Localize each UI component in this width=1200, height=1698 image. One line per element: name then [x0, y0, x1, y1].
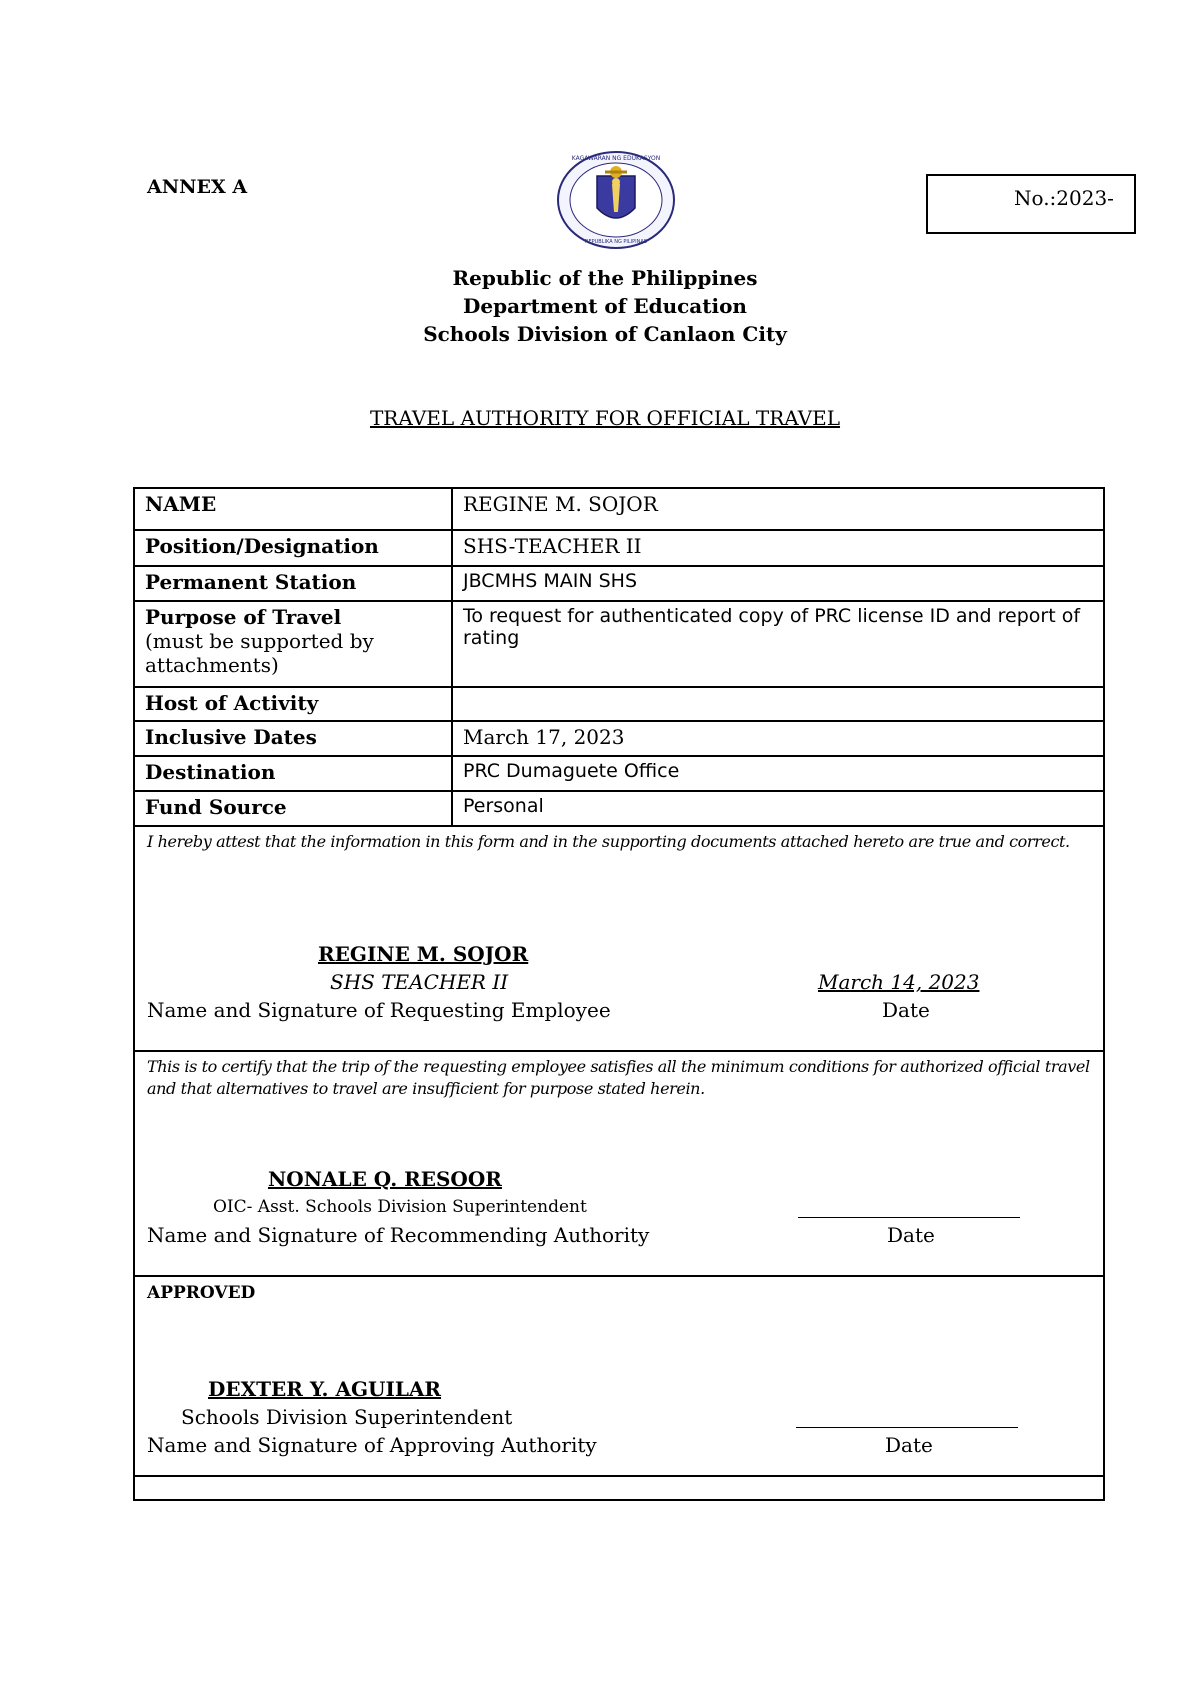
control-number-box: [926, 174, 1136, 234]
position-value: SHS-TEACHER II: [452, 530, 1104, 566]
certification-text: This is to certify that the trip of the requesting employee satisfies all the minimum conditions for authorized official travel and that alternatives to travel are insufficient for purpose stated herein.: [147, 1057, 1090, 1098]
travel-form-table: [133, 487, 1105, 1501]
approving-authority-position: Schools Division Superintendent: [181, 1405, 513, 1429]
position-label: Position/Designation: [134, 530, 452, 566]
name-value: REGINE M. SOJOR: [452, 488, 1104, 530]
seal-bottom-text: REPUBLIKA NG PILIPINAS: [585, 239, 647, 245]
recommending-date-line: [798, 1217, 1020, 1218]
header-line-2: Department of Education: [463, 294, 747, 318]
header-line-1: Republic of the Philippines: [452, 266, 758, 290]
dates-value: March 17, 2023: [452, 721, 1104, 756]
attestation-text: I hereby attest that the information in this form and in the supporting documents attached hereto are true and correct.: [147, 832, 1070, 851]
annex-label: ANNEX A: [147, 176, 248, 198]
agency-header: [0, 264, 1200, 348]
approving-date-line: [796, 1427, 1018, 1428]
name-label: NAME: [134, 488, 452, 530]
destination-label: Destination: [134, 756, 452, 791]
requesting-employee-caption: Name and Signature of Requesting Employee: [147, 998, 611, 1022]
control-number: No.:2023-: [1014, 186, 1114, 210]
certification-section: [134, 1051, 1104, 1276]
station-label: Permanent Station: [134, 566, 452, 601]
host-value: [452, 687, 1104, 721]
blank-footer-row: [134, 1476, 1104, 1500]
host-label: Host of Activity: [134, 687, 452, 721]
station-value: JBCMHS MAIN SHS: [452, 566, 1104, 601]
purpose-label-cell: [134, 601, 452, 687]
attestation-date-label: Date: [882, 998, 930, 1022]
recommending-authority-name: NONALE Q. RESOOR: [268, 1167, 502, 1191]
approving-authority-caption: Name and Signature of Approving Authority: [147, 1433, 597, 1457]
requesting-employee-name: REGINE M. SOJOR: [318, 942, 529, 966]
attestation-date-value: March 14, 2023: [818, 970, 980, 994]
recommending-date-label: Date: [887, 1223, 935, 1247]
deped-seal-icon: [555, 150, 677, 250]
header-line-3: Schools Division of Canlaon City: [423, 322, 787, 346]
purpose-label: Purpose of Travel: [145, 605, 342, 629]
approving-authority-name: DEXTER Y. AGUILAR: [208, 1377, 442, 1401]
attestation-section: [134, 826, 1104, 1051]
seal-top-text: KAGAWARAN NG EDUKASYON: [571, 155, 661, 162]
document-title: TRAVEL AUTHORITY FOR OFFICIAL TRAVEL: [369, 406, 841, 430]
destination-value: PRC Dumaguete Office: [452, 756, 1104, 791]
fund-label: Fund Source: [134, 791, 452, 826]
approving-date-label: Date: [885, 1433, 933, 1457]
recommending-authority-caption: Name and Signature of Recommending Authority: [147, 1223, 650, 1247]
requesting-employee-position: SHS TEACHER II: [330, 970, 509, 994]
approved-label: APPROVED: [147, 1283, 256, 1303]
recommending-authority-position: OIC- Asst. Schools Division Superintendent: [213, 1197, 587, 1217]
purpose-note: (must be supported by attachments): [145, 629, 374, 677]
dates-label: Inclusive Dates: [134, 721, 452, 756]
approval-section: [134, 1276, 1104, 1476]
fund-value: Personal: [452, 791, 1104, 826]
purpose-value: To request for authenticated copy of PRC license ID and report of rating: [452, 601, 1104, 687]
